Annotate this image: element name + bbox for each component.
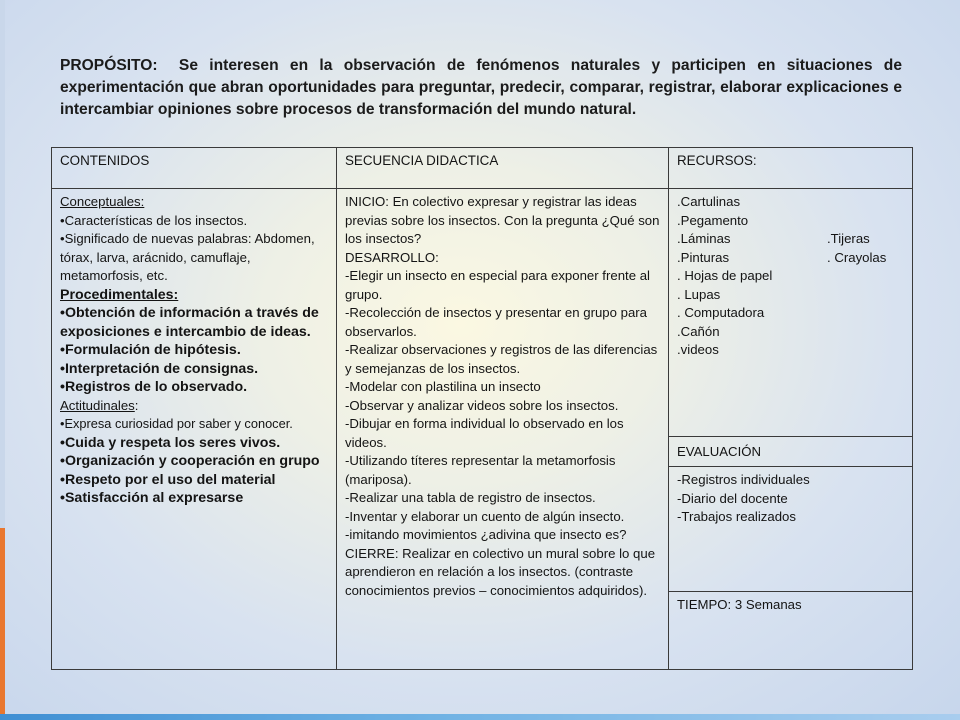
secuencia-item: -Inventar y elaborar un cuento de algún insecto.	[345, 508, 625, 524]
purpose-label: PROPÓSITO:	[60, 57, 158, 74]
recurso-item: .Cartulinas	[677, 194, 741, 209]
purpose-text: Se interesen en la observación de fenómenos naturales y participen en situaciones de experimentación que abran oportunidades para preguntar, predecir, comparar, registrar, elaborar explicaciones e intercambiar opiniones sobre procesos de transformación del mundo natural.	[60, 57, 902, 118]
recurso-item: . Lupas	[677, 286, 721, 302]
conceptuales-title: Conceptuales:	[60, 194, 145, 209]
recurso-item: .Tijeras	[827, 231, 870, 246]
secuencia-cell	[337, 189, 669, 670]
header-row	[52, 148, 913, 189]
header-contenidos: CONTENIDOS	[52, 148, 337, 189]
evaluacion-item: -Registros individuales	[677, 472, 810, 487]
body-row-1	[52, 189, 913, 437]
procedimental-item: •Formulación de hipótesis.	[60, 342, 241, 358]
purpose-paragraph	[60, 55, 902, 121]
secuencia-item: -imitando movimientos ¿adivina que insecto es?	[345, 527, 627, 542]
conceptual-item: •Características de los insectos.	[60, 212, 248, 228]
secuencia-item: -Realizar observaciones y registros de las diferencias y semejanzas de los insectos.	[345, 342, 658, 376]
recurso-item: . Crayolas	[827, 249, 887, 265]
actitudinal-item: •Cuida y respeta los seres vivos.	[60, 434, 281, 451]
secuencia-item: -Utilizando títeres representar la metamorfosis (mariposa).	[345, 453, 616, 487]
actitudinal-item: •Expresa curiosidad por saber y conocer.	[60, 416, 293, 431]
recurso-item: . Computadora	[677, 305, 765, 320]
recurso-item: . Hojas de papel	[677, 268, 773, 283]
recurso-item: .Láminas	[677, 231, 731, 246]
header-recursos: RECURSOS:	[669, 148, 913, 189]
actitudinal-item: •Satisfacción al expresarse	[60, 490, 244, 506]
recurso-pair	[677, 249, 904, 268]
evaluacion-item: -Diario del docente	[677, 490, 788, 506]
evaluacion-cell	[669, 467, 913, 592]
secuencia-item: -Elegir un insecto en especial para exponer frente al grupo.	[345, 268, 650, 302]
bottom-accent-bar	[0, 714, 960, 720]
secuencia-desarrollo-title: DESARROLLO:	[345, 249, 439, 265]
procedimental-item: •Obtención de información a través de exposiciones e intercambio de ideas.	[60, 305, 319, 340]
secuencia-item: -Observar y analizar videos sobre los insectos.	[345, 397, 619, 413]
recurso-item: .Cañón	[677, 323, 720, 339]
actitudinales-colon: :	[134, 397, 139, 413]
procedimental-item: •Registros de lo observado.	[60, 379, 248, 395]
recursos-cell	[669, 189, 913, 437]
orange-accent-bar	[0, 528, 5, 720]
evaluacion-item: -Trabajos realizados	[677, 509, 796, 524]
secuencia-item: -Recolección de insectos y presentar en grupo para observarlos.	[345, 305, 648, 339]
recurso-item: .videos	[677, 342, 719, 357]
conceptual-item: •Significado de nuevas palabras: Abdomen, tórax, larva, arácnido, camuflaje, metamorfosis, etc.	[60, 231, 315, 283]
actitudinal-item: •Respeto por el uso del material	[60, 471, 276, 488]
secuencia-item: -Modelar con plastilina un insecto	[345, 379, 541, 394]
recurso-item: .Pinturas	[677, 249, 730, 265]
procedimental-item: •Interpretación de consignas.	[60, 360, 259, 377]
recurso-pair	[677, 230, 904, 249]
procedimentales-title: Procedimentales:	[60, 286, 179, 303]
didactic-plan-table	[51, 147, 913, 670]
secuencia-item: -Dibujar en forma individual lo observado en los videos.	[345, 416, 624, 450]
header-secuencia: SECUENCIA DIDACTICA	[337, 148, 669, 189]
secuencia-item: -Realizar una tabla de registro de insectos.	[345, 490, 596, 505]
secuencia-inicio: INICIO: En colectivo expresar y registrar las ideas previas sobre los insectos. Con la pregunta ¿Qué son los insectos?	[345, 194, 660, 246]
tiempo-cell: TIEMPO: 3 Semanas	[669, 592, 913, 670]
evaluacion-header: EVALUACIÓN	[669, 437, 913, 467]
actitudinales-title-line	[60, 397, 328, 416]
actitudinales-title: Actitudinales	[60, 397, 135, 413]
actitudinal-item: •Organización y cooperación en grupo	[60, 453, 320, 469]
secuencia-cierre: CIERRE: Realizar en colectivo un mural sobre lo que aprendieron en relación a los insectos. (contraste conocimientos previos – conocimientos adquiridos).	[345, 545, 656, 598]
recurso-item: .Pegamento	[677, 212, 749, 228]
contenidos-cell	[52, 189, 337, 670]
